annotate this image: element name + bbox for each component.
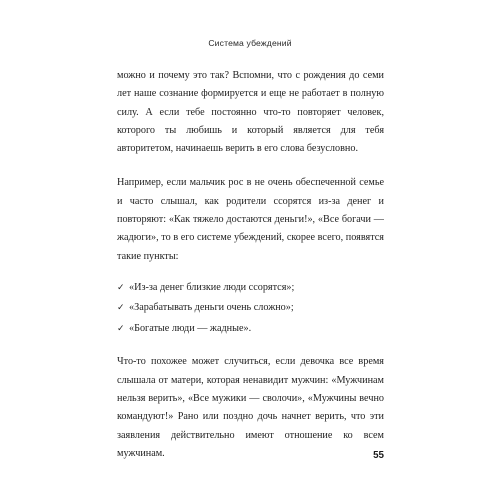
list-item [117,298,384,319]
checkmark-icon: ✓ [117,282,125,293]
body-text [117,67,384,479]
belief-list [117,278,384,340]
checkmark-icon: ✓ [117,303,125,314]
checkmark-icon: ✓ [117,323,125,334]
page-number: 55 [373,450,384,461]
paragraph-2: Например, если мальчик рос в не очень обеспеченной семье и часто слышал, как родители ссорятся из-за денег и повторяют: «Как тяжело достаются деньги!», «Все богачи — жадюги», то в его системе убеждений, скорее всего, появятся такие пункты: [117,177,384,262]
list-item-text: «Богатые люди — жадные». [129,322,252,334]
list-item-text: «Зарабатывать деньги очень сложно»; [129,302,294,314]
list-item [117,278,384,299]
running-head: Система убеждений [208,38,292,48]
paragraph-3: Что-то похожее может случиться, если девочка все время слышала от матери, которая ненавидит мужчин: «Мужчинам нельзя верить», «Все мужики — сволочи», «Мужчины вечно командуют!» Рано или поздно дочь начнет верить, что эти заявления действительно имеют отношение ко всем мужчинам. [117,356,384,459]
paragraph-1: можно и почему это так? Вспомни, что с рождения до семи лет наше сознание формируется и еще не работает в полную силу. А если тебе постоянно что-то повторяет человек, которого ты любишь и который является для тебя авторитетом, начинаешь верить в его слова безусловно. [117,70,384,155]
list-item-text: «Из-за денег близкие люди ссорятся»; [129,281,295,293]
list-item [117,319,384,340]
